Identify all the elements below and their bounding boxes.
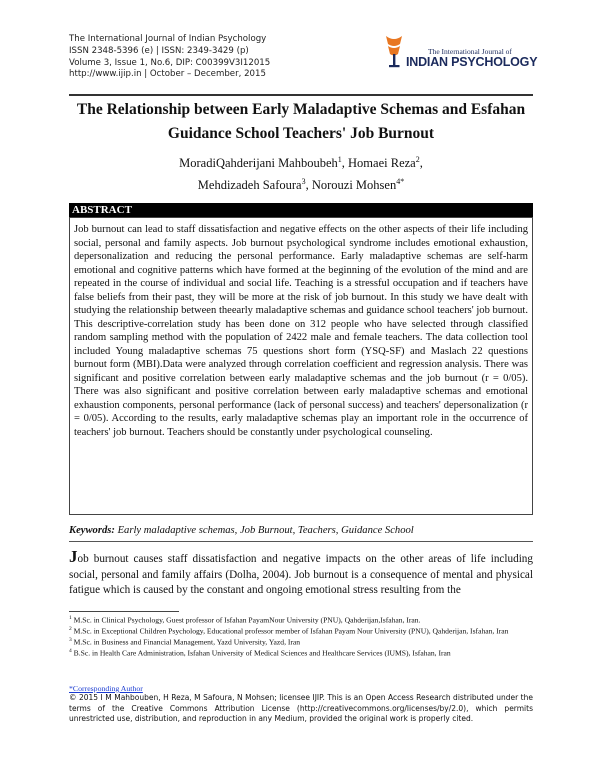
paper-title-line-1: The Relationship between Early Maladaptive Schemas and Esfahan — [76, 101, 526, 118]
abstract-heading: ABSTRACT — [69, 203, 533, 217]
journal-name: The International Journal of Indian Psychology — [69, 34, 267, 44]
keywords-list: Early maladaptive schemas, Job Burnout, Teachers, Guidance School — [117, 525, 414, 536]
authors-line-2: Mehdizadeh Safoura$^3$, Norouzi Mohsen$^{4*}$ — [197, 177, 405, 193]
url-date-line[interactable]: http://www.ijip.in | October – December, 2015 — [69, 69, 266, 80]
abstract-text: Job burnout can lead to staff dissatisfaction and negative effects on the other aspects of their life including social, personal and family aspects. Job burnout psychological syndrome includes emotional exhaustion, depersonalization and reducing the personal performance. Early maladaptive schemas are self-harm emotional and cognitive patterns which have formed at the beginning of the evolution of the mind and are repeated in the course of individual and social life. Teaching is a stressful occupation and if teachers have false beliefs from their past, they will be more at the risk of job burnout. In this study we have dealt with studying the relationship between theearly maladaptive schemas and guidance school teachers' job burnout. This descriptive-correlation study has been done on 312 people who have selected through classified random sampling method with the population of 2422 male and female teachers. The data collection tool included Young maladaptive schemas 75 questions short form (YSQ-SF) and Maslach 22 questions burnout form (MBI).Data were analyzed through correlation coefficient and regression analysis. There was significant and positive correlation between early maladaptive schemas and the job burnout (r = 0/05). There was also significant and positive correlation between early maladaptive schemas and emotional exhaustion components, personal performance (lack of personal success) and teachers' depersonalization (r = 0/05). According to the results, early maladaptive schemas play an important role in the occurrence of teachers' job burnout. Teachers should be constantly under psychological counseling. — [69, 217, 533, 515]
header-rule — [69, 94, 533, 96]
paper-title-line-2: Guidance School Teachers' Job Burnout — [167, 125, 435, 142]
keywords-rule — [69, 541, 533, 542]
drop-cap: J — [69, 547, 78, 566]
keywords-label: Keywords: — [69, 525, 115, 536]
footnote: $^1$ M.Sc. in Clinical Psychology, Guest professor of Isfahan PayamNour University (PNU), Qahderijan,Isfahan, Iran. — [69, 615, 421, 625]
author-2: Homaei Reza — [348, 156, 416, 171]
body-paragraph — [69, 549, 533, 599]
keywords-line — [69, 525, 533, 536]
authors-line-1: MoradiQahderijani Mahboubeh$^1$, Homaei Reza$^2$, — [179, 155, 423, 171]
corresponding-author-link[interactable]: *Corresponding Author — [69, 684, 143, 693]
journal-logo — [383, 34, 543, 72]
footnote-rule — [69, 611, 179, 612]
author-4: Norouzi Mohsen — [311, 178, 397, 193]
logo-big-text: INDIAN PSYCHOLOGY — [406, 55, 538, 69]
author-3: Mehdizadeh Safoura — [197, 178, 302, 193]
footnote: $^3$ M.Sc. in Business and Financial Management, Yazd University, Yazd, Iran — [69, 637, 301, 647]
footnote: $^4$ B.Sc. in Health Care Administration, Isfahan University of Medical Sciences and Healthcare Services (IUMS), Isfahan, Iran — [69, 648, 451, 658]
issn-line: ISSN 2348-5396 (e) | ISSN: 2349-3429 (p) — [69, 45, 249, 56]
logo-small-text: The International Journal of — [428, 47, 512, 56]
volume-line: Volume 3, Issue 1, No.6, DIP: C00399V3I12015 — [69, 57, 271, 68]
body-text: ob burnout causes staff dissatisfaction and negative impacts on the other areas of life including social, personal and family affairs (Dolha, 2004). Job burnout is a consequence of mental and physical fatigue which is caused by the constant and ongoing emotional stress resulting from the — [69, 553, 533, 596]
footnotes — [69, 614, 533, 659]
indian-psychology-logo-icon — [383, 34, 405, 68]
author-1: MoradiQahderijani Mahboubeh — [179, 156, 338, 171]
license-notice: © 2015 I M Mahbouben, H Reza, M Safoura, N Mohsen; licensee IJIP. This is an Open Access Research distributed under the terms of the Creative Commons Attribution License (http://creativecommons.org/licenses/by/2.0), which permits unrestricted use, distribution, and reproduction in any Medium, provided the original work is properly cited. — [69, 693, 533, 724]
footnote: $^2$ M.Sc. in Exceptional Children Psychology, Educational professor member of Isfahan Payam Nour University (PNU), Qahderijan, Isfahan, Iran — [69, 626, 509, 636]
journal-header — [69, 34, 270, 81]
